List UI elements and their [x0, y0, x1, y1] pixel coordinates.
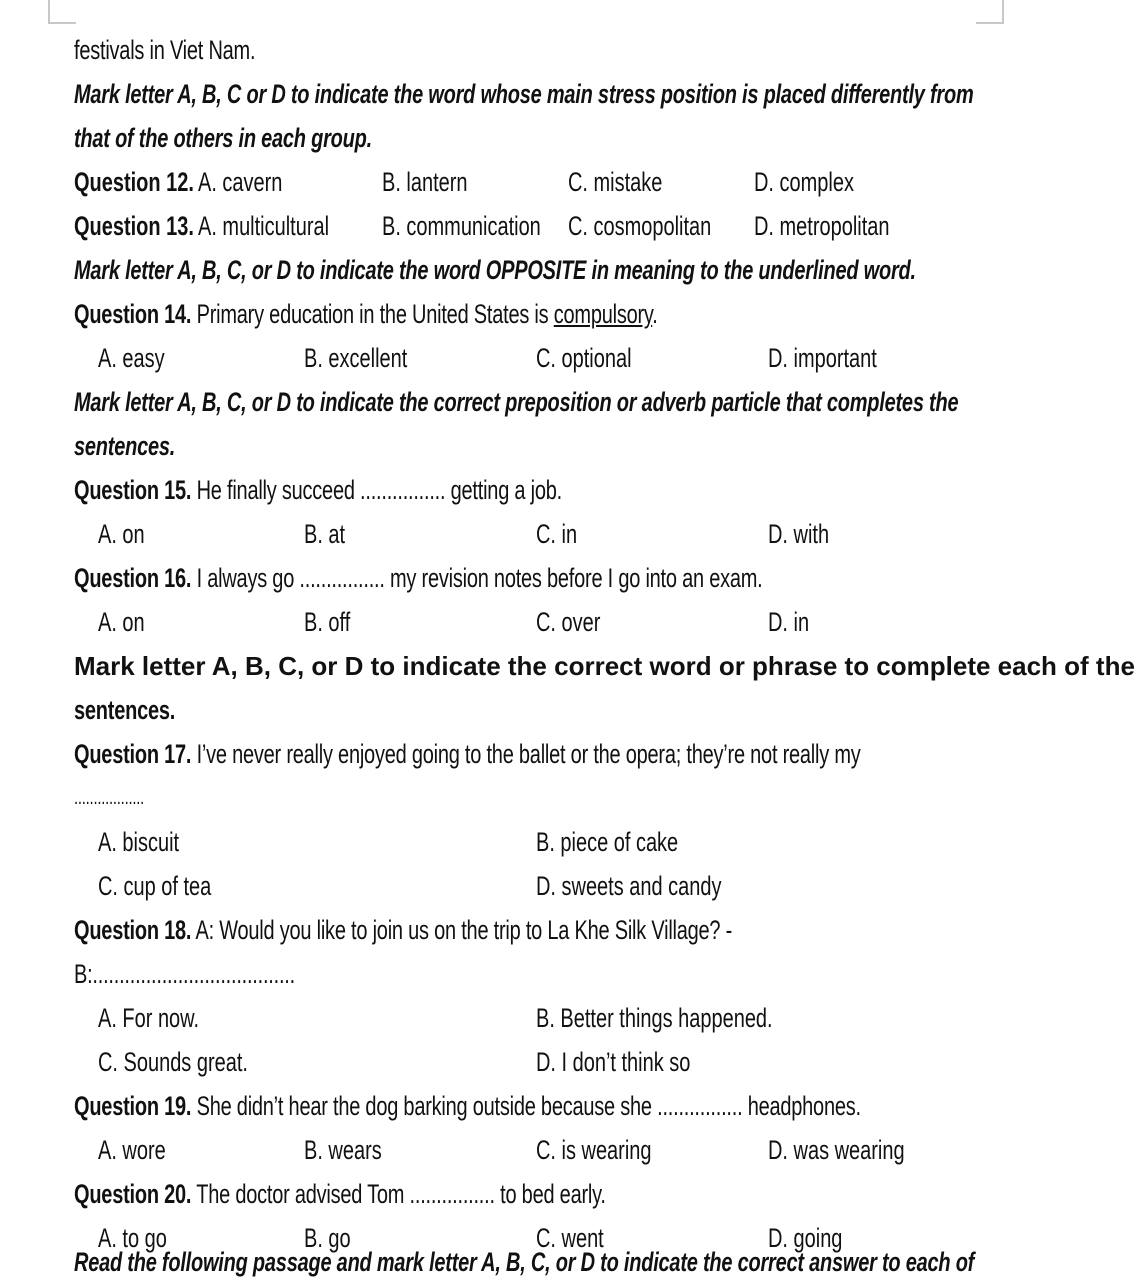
question-14-option-c[interactable]: C. optional — [536, 343, 632, 373]
question-18-text: A: Would you like to join us on the trip to La Khe Silk Village? - — [191, 915, 733, 945]
question-17-stem — [74, 732, 861, 776]
question-14-period: . — [652, 299, 658, 329]
question-14-number: Question 14. — [74, 299, 192, 329]
question-14-text: Primary education in the United States is — [191, 299, 554, 329]
question-14-stem — [74, 292, 747, 336]
instruction-opposite: Mark letter A, B, C, or D to indicate the word OPPOSITE in meaning to the underlined word. — [74, 255, 916, 285]
question-20-option-c[interactable]: C. went — [536, 1223, 604, 1253]
question-19-stem — [74, 1084, 861, 1128]
question-20-text: The doctor advised Tom ................ to bed early. — [191, 1179, 606, 1209]
question-14-underlined-word: compulsory — [553, 299, 653, 329]
question-17-options-row-1 — [74, 820, 984, 864]
question-19-number: Question 19. — [74, 1091, 192, 1121]
question-12-option-a[interactable]: A. cavern — [198, 167, 283, 197]
question-18-option-d[interactable]: D. I don’t think so — [536, 1047, 691, 1077]
question-18-options-row-1 — [74, 996, 984, 1040]
question-17-text: I’ve never really enjoyed going to the ballet or the opera; they’re not really my — [191, 739, 861, 769]
question-16-option-d[interactable]: D. in — [768, 607, 810, 637]
question-16-stem — [74, 556, 763, 600]
question-20-option-b[interactable]: B. go — [304, 1223, 351, 1253]
reading-instruction-cut: Read the following passage and mark letter A, B, C, or D to indicate the correct answer to each of — [74, 1247, 975, 1277]
question-14-option-b[interactable]: B. excellent — [304, 343, 408, 373]
question-15-number: Question 15. — [74, 475, 192, 505]
question-14-option-a[interactable]: A. easy — [98, 343, 165, 373]
question-17-option-a[interactable]: A. biscuit — [98, 827, 180, 857]
question-16-options — [74, 600, 984, 644]
question-17-number: Question 17. — [74, 739, 192, 769]
page-corner-left-mark — [48, 0, 76, 24]
question-13-option-a[interactable]: A. multicultural — [198, 211, 330, 241]
question-16-option-b[interactable]: B. off — [304, 607, 351, 637]
question-15-option-d[interactable]: D. with — [768, 519, 830, 549]
question-18-response-line: B:...................................... — [74, 959, 295, 989]
question-15-text: He finally succeed ................ getting a job. — [191, 475, 562, 505]
worksheet-page — [74, 28, 1135, 1260]
question-19-option-b[interactable]: B. wears — [304, 1135, 382, 1165]
page-corner-right-mark — [976, 0, 1004, 24]
question-17-options-row-2 — [74, 864, 984, 908]
question-18-option-b[interactable]: B. Better things happened. — [536, 1003, 773, 1033]
question-19-text: She didn’t hear the dog barking outside because she ................ headphones. — [191, 1091, 861, 1121]
question-17-blank: .................. — [74, 787, 145, 809]
question-18-number: Question 18. — [74, 915, 192, 945]
question-18-option-c[interactable]: C. Sounds great. — [98, 1047, 248, 1077]
question-15-option-a[interactable]: A. on — [98, 519, 145, 549]
text-line: festivals in Viet Nam. — [74, 35, 256, 65]
question-18-stem — [74, 908, 747, 952]
question-18-option-a[interactable]: A. For now. — [98, 1003, 200, 1033]
question-13-option-d[interactable]: D. metropolitan — [754, 211, 890, 241]
question-17-option-c[interactable]: C. cup of tea — [98, 871, 212, 901]
question-12-option-c[interactable]: C. mistake — [568, 167, 663, 197]
question-12-number: Question 12. — [74, 167, 194, 197]
question-19-option-c[interactable]: C. is wearing — [536, 1135, 652, 1165]
question-15-option-b[interactable]: B. at — [304, 519, 346, 549]
question-20-option-d[interactable]: D. going — [768, 1223, 843, 1253]
question-12-row — [74, 160, 984, 204]
instruction-word-phrase: Mark letter A, B, C, or D to indicate the correct word or phrase to complete each of the — [74, 651, 1135, 681]
bottom-cutoff-line — [0, 1247, 1024, 1280]
instruction-preposition-cont: sentences. — [74, 431, 176, 461]
question-13-option-c[interactable]: C. cosmopolitan — [568, 211, 712, 241]
question-19-option-a[interactable]: A. wore — [98, 1135, 166, 1165]
question-14-options — [74, 336, 984, 380]
question-12-option-d[interactable]: D. complex — [754, 167, 854, 197]
question-16-option-c[interactable]: C. over — [536, 607, 601, 637]
question-15-option-c[interactable]: C. in — [536, 519, 578, 549]
question-16-number: Question 16. — [74, 563, 192, 593]
question-14-option-d[interactable]: D. important — [768, 343, 877, 373]
question-15-stem — [74, 468, 747, 512]
instruction-stress-cont: that of the others in each group. — [74, 123, 372, 153]
question-20-number: Question 20. — [74, 1179, 192, 1209]
question-15-options — [74, 512, 984, 556]
question-18-options-row-2 — [74, 1040, 984, 1084]
question-16-option-a[interactable]: A. on — [98, 607, 145, 637]
question-16-text: I always go ................ my revision notes before I go into an exam. — [191, 563, 763, 593]
question-19-options — [74, 1128, 984, 1172]
question-13-row — [74, 204, 984, 248]
question-20-option-a[interactable]: A. to go — [98, 1223, 167, 1253]
question-20-stem — [74, 1172, 747, 1216]
question-17-option-d[interactable]: D. sweets and candy — [536, 871, 722, 901]
question-13-number: Question 13. — [74, 211, 194, 241]
instruction-word-phrase-cont: sentences. — [74, 695, 176, 725]
question-12-option-b[interactable]: B. lantern — [382, 167, 468, 197]
instruction-preposition: Mark letter A, B, C, or D to indicate the correct preposition or adverb particle that completes the — [74, 387, 959, 417]
question-19-option-d[interactable]: D. was wearing — [768, 1135, 905, 1165]
question-13-option-b[interactable]: B. communication — [382, 211, 541, 241]
instruction-stress: Mark letter A, B, C or D to indicate the word whose main stress position is placed differently from — [74, 79, 974, 109]
question-17-option-b[interactable]: B. piece of cake — [536, 827, 679, 857]
